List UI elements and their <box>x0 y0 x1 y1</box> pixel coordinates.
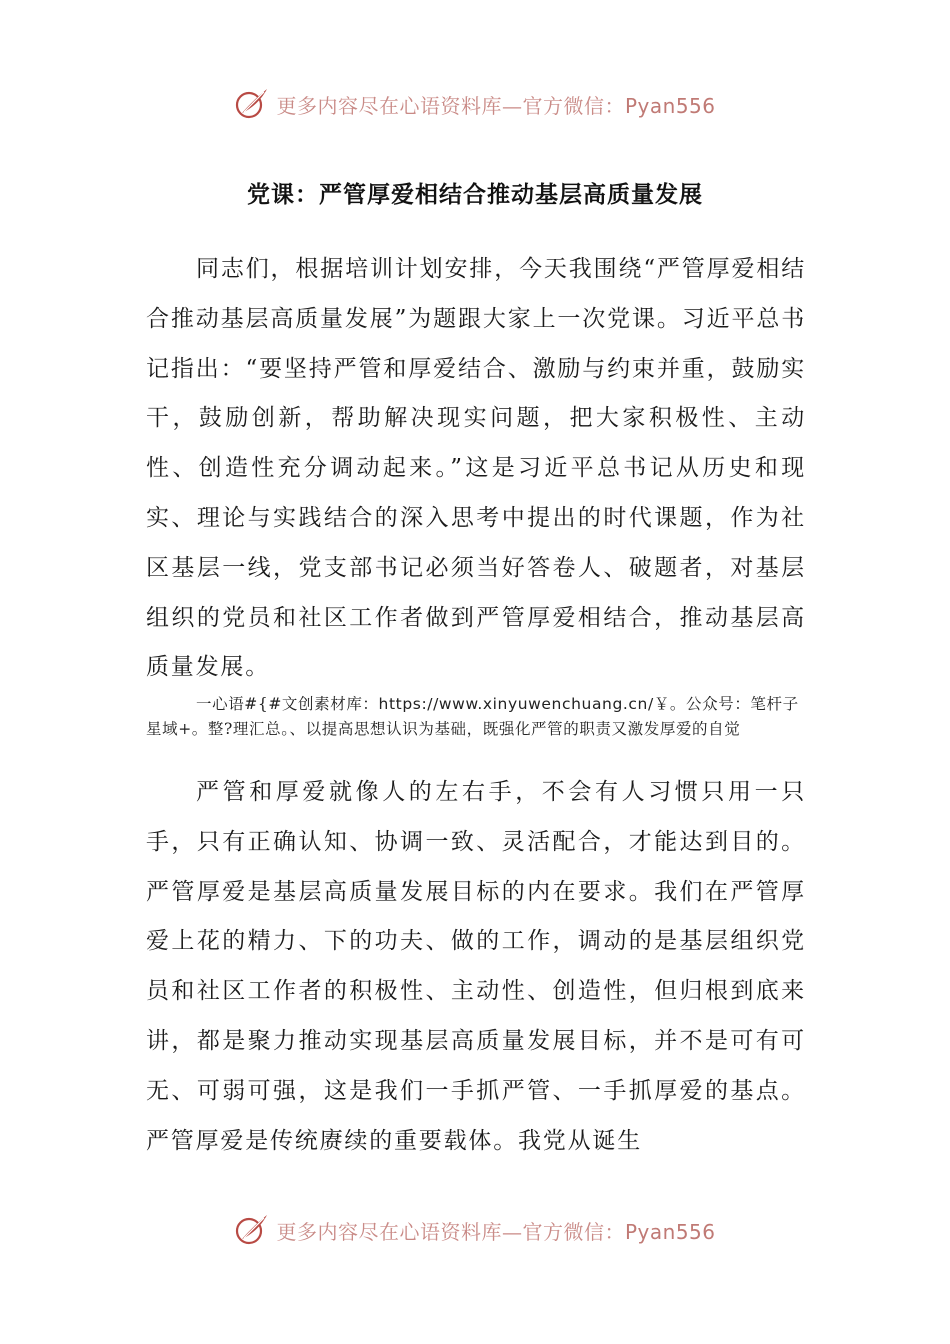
header-banner-text: 更多内容尽在心语资料库—官方微信：Pyan556 <box>276 93 716 118</box>
footer-banner-text: 更多内容尽在心语资料库—官方微信：Pyan556 <box>276 1219 716 1244</box>
document-title: 党课：严管厚爱相结合推动基层高质量发展 <box>247 182 703 208</box>
body-paragraph-2: 严管和厚爱就像人的左右手，不会有人习惯只用一只手，只有正确认知、协调一致、灵活配合，才能达到目的。严管厚爱是基层高质量发展目标的内在要求。我们在严管厚爱上花的精力、下的功夫、做的工作，调动的是基层组织党员和社区工作者的积极性、主动性、创造性，但归根到底来讲，都是聚力推动实现基层高质量发展目标，并不是可有可无、可弱可强，这是我们一手抓严管、一手抓厚爱的基点。严管厚爱是传统赓续的重要载体。我党从诞生 <box>146 779 806 1154</box>
body-paragraph-1: 同志们，根据培训计划安排，今天我围绕“严管厚爱相结合推动基层高质量发展”为题跟大家上一次党课。习近平总书记指出：“要坚持严管和厚爱结合、激励与约束并重，鼓励实干，鼓励创新，帮助解决现实问题，把大家积极性、主动性、创造性充分调动起来。”这是习近平总书记从历史和现实、理论与实践结合的深入思考中提出的时代课题，作为社区基层一线，党支部书记必须当好答卷人、破题者，对基层组织的党员和社区工作者做到严管厚爱相结合，推动基层高质量发展。 <box>146 256 806 681</box>
inserted-note: 一心语#{#文创素材库：https://www.xinyuwenchuang.cn/￥。公众号：笔杆子星域+。整?理汇总。、以提高思想认识为基础，既强化严管的职责又激发厚爱的自觉 <box>146 695 799 738</box>
note-url: https://www.xinyuwenchuang.cn/ <box>378 695 654 713</box>
header-banner <box>0 82 950 126</box>
footer-banner <box>0 1208 950 1252</box>
quill-pen-logo-icon <box>234 1212 270 1248</box>
quill-pen-logo-icon <box>234 86 270 122</box>
